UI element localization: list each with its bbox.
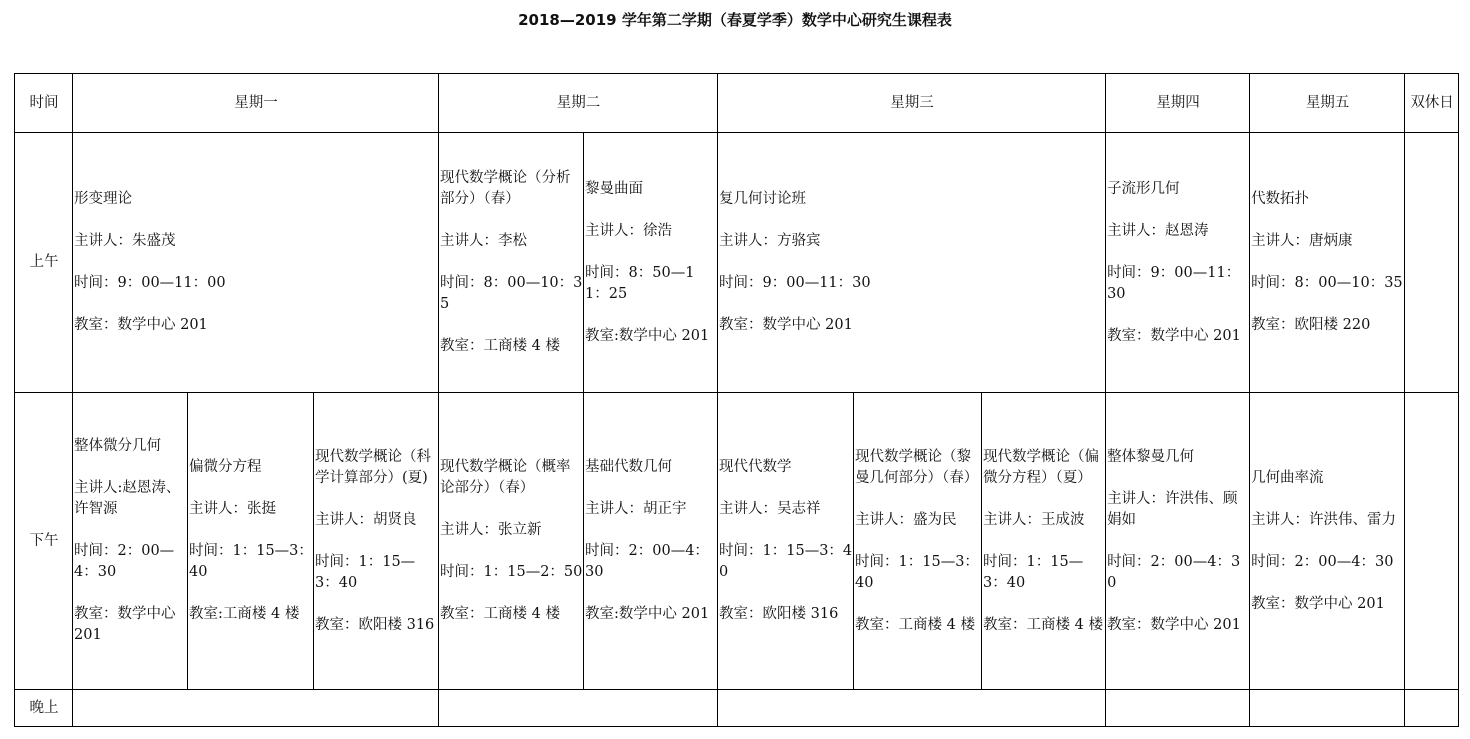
course-time: 时间：2：00—4：30 [74, 543, 175, 580]
course-time: 时间：1：15—3：40 [719, 543, 853, 580]
course-time: 时间：2：00—4：30 [585, 543, 709, 580]
course-teacher: 主讲人：徐浩 [585, 222, 673, 239]
course-name: 整体微分几何 [74, 438, 161, 454]
course-room: 教室：数学中心 201 [1107, 327, 1241, 344]
course-teacher: 主讲人：王成波 [983, 511, 1085, 528]
course-name: 代数拓扑 [1251, 191, 1310, 207]
course-teacher: 主讲人：张挺 [189, 501, 276, 517]
course-cell-thu-pm [1106, 393, 1250, 690]
course-teacher: 主讲人：方骆宾 [719, 233, 821, 249]
header-tuesday: 星期二 [439, 74, 718, 133]
course-name: 整体黎曼几何 [1107, 448, 1195, 465]
weekend-cell-am [1405, 133, 1459, 393]
course-cell-tue-am-1 [439, 133, 584, 393]
course-time: 时间：1：15—3：40 [315, 553, 416, 591]
course-teacher: 主讲人：盛为民 [855, 511, 957, 528]
course-cell-mon-pm-3 [314, 393, 439, 690]
course-time: 时间：1：15—3：40 [189, 543, 313, 580]
course-room: 教室：工商楼 4 楼 [440, 338, 560, 354]
schedule-table [14, 73, 1459, 727]
course-room: 教室：工商楼 4 楼 [440, 606, 560, 622]
course-cell-tue-pm-1 [439, 393, 584, 690]
course-teacher: 主讲人：胡贤良 [315, 511, 417, 528]
course-name: 复几何讨论班 [719, 191, 807, 207]
row-label-morning: 上午 [15, 133, 73, 393]
course-name: 现代数学概论（科学计算部分）(夏) [315, 448, 431, 486]
header-time: 时间 [15, 74, 73, 133]
course-cell-wed-pm-2 [854, 393, 982, 690]
empty-cell-fri-ev [1250, 690, 1405, 727]
header-thursday: 星期四 [1106, 74, 1250, 133]
header-friday: 星期五 [1250, 74, 1405, 133]
course-teacher: 主讲人：张立新 [440, 522, 542, 538]
evening-row [15, 690, 1459, 727]
row-label-evening: 晚上 [15, 690, 73, 727]
course-room: 教室：数学中心 201 [74, 606, 176, 643]
page-title: 2018—2019 学年第二学期（春夏学季）数学中心研究生课程表 [518, 11, 952, 29]
course-cell-fri-am [1250, 133, 1405, 393]
course-teacher: 主讲人：唐炳康 [1251, 233, 1353, 249]
course-room: 教室：数学中心 201 [1107, 616, 1241, 633]
course-cell-mon-am [73, 133, 439, 393]
course-name: 偏微分方程 [189, 459, 262, 475]
empty-cell-weekend-ev [1405, 690, 1459, 727]
course-room: 教室：欧阳楼 316 [315, 616, 435, 633]
course-time: 时间：2：00—4：30 [1107, 553, 1241, 591]
course-time: 时间：1：15—3：40 [855, 553, 979, 591]
course-cell-wed-am [718, 133, 1106, 393]
course-teacher: 主讲人：李松 [440, 233, 528, 249]
course-room: 教室:数学中心 201 [585, 606, 710, 622]
course-name: 现代数学概论（概率论部分）（春） [440, 459, 571, 496]
course-cell-fri-pm [1250, 393, 1405, 690]
empty-cell-wed-ev [718, 690, 1106, 727]
course-cell-tue-pm-2 [584, 393, 718, 690]
empty-cell-tue-ev [439, 690, 718, 727]
course-name: 现代数学概论（黎曼几何部分）（春） [855, 448, 979, 486]
course-cell-wed-pm-3 [982, 393, 1106, 690]
course-cell-thu-am [1106, 133, 1250, 393]
course-cell-mon-pm-1 [73, 393, 188, 690]
header-wednesday: 星期三 [718, 74, 1106, 133]
course-name: 现代数学概论（偏微分方程）（夏） [983, 448, 1100, 486]
course-name: 现代数学概论（分析部分）（春） [440, 170, 571, 207]
course-room: 教室：欧阳楼 220 [1251, 317, 1371, 333]
course-time: 时间：9：00—11：30 [719, 275, 871, 291]
empty-cell-mon-ev [73, 690, 439, 727]
course-room: 教室：工商楼 4 楼 [855, 616, 975, 633]
morning-row [15, 133, 1459, 393]
course-time: 时间：8：00—10：35 [440, 275, 583, 312]
course-teacher: 主讲人：许洪伟、雷力 [1251, 511, 1397, 528]
course-name: 子流形几何 [1107, 180, 1180, 197]
course-teacher: 主讲人:赵恩涛、许智源 [74, 480, 181, 517]
course-room: 教室：工商楼 4 楼 [983, 616, 1103, 633]
course-time: 时间：8：50—11：25 [585, 264, 695, 302]
course-room: 教室:数学中心 201 [585, 327, 710, 344]
course-room: 教室：欧阳楼 316 [719, 606, 839, 622]
course-time: 时间：8：00—10：35 [1251, 275, 1403, 291]
course-time: 时间：1：15—3：40 [983, 553, 1084, 591]
course-room: 教室:工商楼 4 楼 [189, 606, 300, 622]
course-teacher: 主讲人：朱盛茂 [74, 233, 176, 249]
header-row [15, 74, 1459, 133]
weekend-cell-pm [1405, 393, 1459, 690]
course-cell-wed-pm-1 [718, 393, 854, 690]
empty-cell-thu-ev [1106, 690, 1250, 727]
row-label-afternoon: 下午 [15, 393, 73, 690]
course-time: 时间：1：15—2：50 [440, 564, 583, 580]
course-cell-mon-pm-2 [188, 393, 314, 690]
afternoon-row [15, 393, 1459, 690]
header-monday: 星期一 [73, 74, 439, 133]
course-room: 教室：数学中心 201 [74, 317, 208, 333]
course-teacher: 主讲人：吴志祥 [719, 501, 821, 517]
course-teacher: 主讲人：许洪伟、顾娟如 [1107, 490, 1238, 528]
course-name: 基础代数几何 [585, 459, 673, 475]
course-room: 教室：数学中心 201 [719, 317, 853, 333]
course-teacher: 主讲人：胡正宇 [585, 501, 687, 517]
course-name: 几何曲率流 [1251, 469, 1324, 486]
course-room: 教室：数学中心 201 [1251, 595, 1385, 612]
course-name: 黎曼曲面 [585, 180, 644, 197]
header-weekend: 双休日 [1405, 74, 1459, 133]
course-time: 时间：2：00—4：30 [1251, 553, 1394, 570]
course-teacher: 主讲人：赵恩涛 [1107, 222, 1209, 239]
course-time: 时间：9：00—11：30 [1107, 264, 1241, 302]
course-name: 形变理论 [74, 191, 132, 207]
course-name: 现代代数学 [719, 459, 792, 475]
course-cell-tue-am-2 [584, 133, 718, 393]
course-time: 时间：9：00—11：00 [74, 275, 226, 291]
